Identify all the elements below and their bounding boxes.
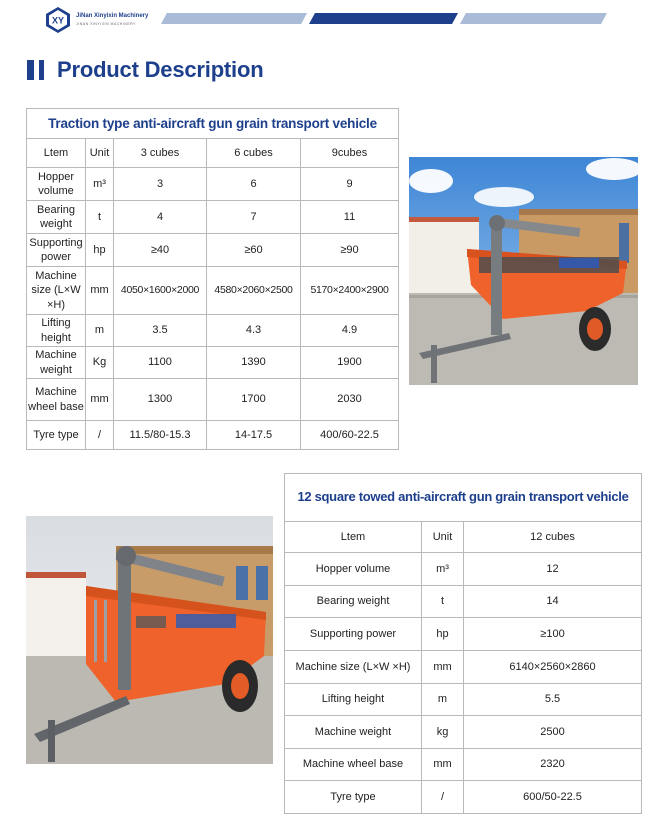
table-row (285, 781, 642, 814)
row-unit: m³ (422, 553, 464, 586)
row-label: Machine weight (285, 716, 422, 749)
table-row (27, 201, 399, 234)
product-photo-traction-vehicle (409, 157, 638, 385)
cell-value: 1390 (207, 347, 301, 379)
table-row (27, 168, 399, 201)
row-label: Machine weight (27, 347, 86, 379)
table-row (27, 315, 399, 347)
cell-value: 1900 (301, 347, 399, 379)
table-row (27, 267, 399, 315)
table1-header-unit: Unit (86, 139, 114, 168)
cell-value: 400/60-22.5 (301, 421, 399, 450)
cell-value: 600/50-22.5 (464, 781, 642, 814)
row-unit: kg (422, 716, 464, 749)
table2-caption: 12 square towed anti-aircraft gun grain transport vehicle (285, 474, 642, 522)
company-logo (44, 6, 72, 34)
cell-value: 4.3 (207, 315, 301, 347)
cell-value: ≥90 (301, 234, 399, 267)
table1-header-6cubes: 6 cubes (207, 139, 301, 168)
table2-header-unit: Unit (422, 522, 464, 553)
cell-value: 9 (301, 168, 399, 201)
cell-value: ≥40 (114, 234, 207, 267)
row-label: Machine wheel base (285, 749, 422, 781)
table-row (285, 651, 642, 684)
cell-value: 5.5 (464, 684, 642, 716)
table-row (27, 421, 399, 450)
table-row (27, 347, 399, 379)
spec-table-traction (26, 108, 399, 450)
row-label: Machine size (L×W ×H) (27, 267, 86, 315)
company-name: JiNan Xinyixin Machinery (76, 13, 149, 19)
table-row (285, 586, 642, 618)
cell-value: 4580×2060×2500 (207, 267, 301, 315)
logo-text: XY (51, 15, 65, 26)
cell-value: 5170×2400×2900 (301, 267, 399, 315)
table1-header-9cubes: 9cubes (301, 139, 399, 168)
cell-value: 1700 (207, 379, 301, 421)
table-row (285, 684, 642, 716)
row-label: Machine wheel base (27, 379, 86, 421)
row-unit: mm (86, 267, 114, 315)
row-label: Bearing weight (27, 201, 86, 234)
row-label: Supporting power (285, 618, 422, 651)
table-row (285, 749, 642, 781)
row-label: Hopper volume (27, 168, 86, 201)
table-row (285, 618, 642, 651)
row-unit: t (86, 201, 114, 234)
cell-value: 1300 (114, 379, 207, 421)
cell-value: 3.5 (114, 315, 207, 347)
spec-table-12-square (284, 473, 642, 814)
table-row (285, 716, 642, 749)
cell-value: ≥60 (207, 234, 301, 267)
row-unit: / (86, 421, 114, 450)
row-unit: / (422, 781, 464, 814)
cell-value: ≥100 (464, 618, 642, 651)
cell-value: 2320 (464, 749, 642, 781)
cell-value: 14-17.5 (207, 421, 301, 450)
table-row (285, 553, 642, 586)
cell-value: 6 (207, 168, 301, 201)
table1-caption: Traction type anti-aircraft gun grain transport vehicle (27, 109, 399, 139)
cell-value: 4.9 (301, 315, 399, 347)
cell-value: 1100 (114, 347, 207, 379)
row-label: Tyre type (285, 781, 422, 814)
table1-header-3cubes: 3 cubes (114, 139, 207, 168)
row-unit: mm (422, 749, 464, 781)
section-marker (27, 60, 49, 80)
row-label: Machine size (L×W ×H) (285, 651, 422, 684)
row-label: Lifting height (27, 315, 86, 347)
row-unit: Kg (86, 347, 114, 379)
cell-value: 2030 (301, 379, 399, 421)
row-unit: mm (86, 379, 114, 421)
row-unit: m (86, 315, 114, 347)
row-label: Lifting height (285, 684, 422, 716)
row-unit: t (422, 586, 464, 618)
cell-value: 6140×2560×2860 (464, 651, 642, 684)
cell-value: 11 (301, 201, 399, 234)
table1-header-item: Ltem (27, 139, 86, 168)
row-label: Supporting power (27, 234, 86, 267)
header-stripe-3 (460, 13, 607, 24)
cell-value: 3 (114, 168, 207, 201)
section-title: Product Description (57, 57, 264, 82)
cell-value: 4 (114, 201, 207, 234)
header-stripe-1 (161, 13, 307, 24)
row-unit: m³ (86, 168, 114, 201)
company-subtitle: JINAN XINYIXIN MACHINERY (76, 22, 136, 26)
table-row (27, 379, 399, 421)
header-stripe-2 (309, 13, 458, 24)
row-label: Bearing weight (285, 586, 422, 618)
row-unit: hp (86, 234, 114, 267)
row-label: Hopper volume (285, 553, 422, 586)
cell-value: 14 (464, 586, 642, 618)
row-unit: m (422, 684, 464, 716)
cell-value: 4050×1600×2000 (114, 267, 207, 315)
cell-value: 11.5/80-15.3 (114, 421, 207, 450)
row-unit: hp (422, 618, 464, 651)
cell-value: 7 (207, 201, 301, 234)
table2-header-item: Ltem (285, 522, 422, 553)
table-row (27, 234, 399, 267)
product-photo-12-square-vehicle (26, 516, 273, 764)
cell-value: 2500 (464, 716, 642, 749)
table2-header-12cubes: 12 cubes (464, 522, 642, 553)
row-unit: mm (422, 651, 464, 684)
cell-value: 12 (464, 553, 642, 586)
row-label: Tyre type (27, 421, 86, 450)
